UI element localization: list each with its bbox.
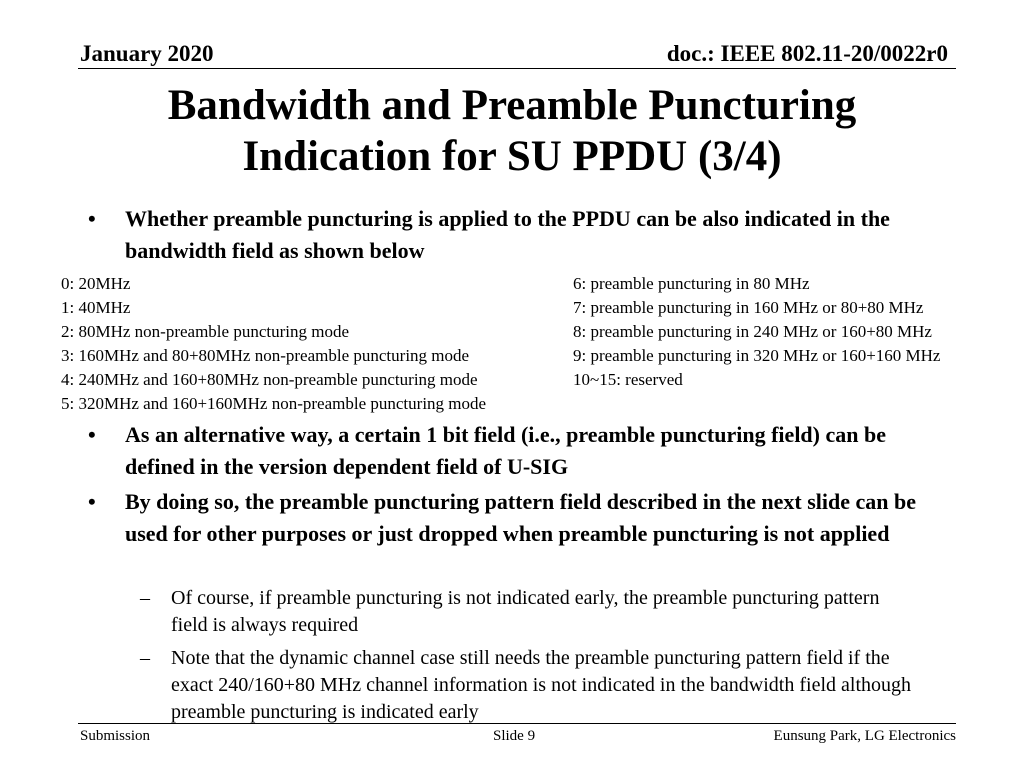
sub-bullet-marker: – xyxy=(140,647,150,669)
bandwidth-value: 7: preamble puncturing in 160 MHz or 80+80 MHz xyxy=(573,298,924,317)
header-date: January 2020 xyxy=(80,41,214,66)
bandwidth-value: 1: 40MHz xyxy=(61,298,131,317)
bandwidth-values-left-column xyxy=(61,272,486,416)
bandwidth-value: 9: preamble puncturing in 320 MHz or 160+160 MHz xyxy=(573,346,941,365)
sub-bullet-text: Note that the dynamic channel case still needs the preamble puncturing pattern field if the exact 240/160+80 MHz channel information is not indicated in the bandwidth field although preamble puncturing is indicated early xyxy=(171,647,911,723)
sub-bullet-text: Of course, if preamble puncturing is not indicated early, the preamble puncturing pattern field is always required xyxy=(171,587,880,636)
footer-author: Eunsung Park, LG Electronics xyxy=(773,728,956,744)
footer-submission: Submission xyxy=(80,728,151,744)
slide-title-line-2: Indication for SU PPDU (3/4) xyxy=(242,133,782,180)
bandwidth-value: 8: preamble puncturing in 240 MHz or 160+80 MHz xyxy=(573,322,932,341)
bullet-marker: • xyxy=(88,206,96,231)
bandwidth-value: 6: preamble puncturing in 80 MHz xyxy=(573,274,810,293)
slide-title-line-1: Bandwidth and Preamble Puncturing xyxy=(167,82,857,129)
slide-title xyxy=(60,80,964,182)
bandwidth-value: 10~15: reserved xyxy=(573,370,683,389)
header-divider xyxy=(78,68,956,69)
bandwidth-value: 2: 80MHz non-preamble puncturing mode xyxy=(61,322,349,341)
sub-bullet-dynamic-channel xyxy=(140,645,920,726)
sub-bullet-marker: – xyxy=(140,587,150,609)
bullet-by-doing-so xyxy=(84,486,944,550)
footer-slide-number: Slide 9 xyxy=(493,728,536,744)
bullet-bandwidth-indication xyxy=(84,203,944,267)
bullet-alternative-way xyxy=(84,419,944,483)
bullet-text: By doing so, the preamble puncturing pattern field described in the next slide can be used for other purposes or just dropped when preamble puncturing is not applied xyxy=(125,489,917,546)
header-doc-id: doc.: IEEE 802.11-20/0022r0 xyxy=(666,41,948,66)
bullet-marker: • xyxy=(88,489,96,514)
bandwidth-value: 3: 160MHz and 80+80MHz non-preamble puncturing mode xyxy=(61,346,470,365)
bandwidth-value: 5: 320MHz and 160+160MHz non-preamble puncturing mode xyxy=(61,394,487,413)
sub-bullet-pattern-required xyxy=(140,585,920,639)
bandwidth-value: 4: 240MHz and 160+80MHz non-preamble puncturing mode xyxy=(61,370,478,389)
bandwidth-value: 0: 20MHz xyxy=(61,274,131,293)
bullet-marker: • xyxy=(88,422,96,447)
bandwidth-values-right-column xyxy=(573,272,940,392)
footer-divider xyxy=(78,723,956,724)
bullet-text: Whether preamble puncturing is applied to the PPDU can be also indicated in the bandwidth field as shown below xyxy=(125,206,890,263)
bullet-text: As an alternative way, a certain 1 bit field (i.e., preamble puncturing field) can be defined in the version dependent field of U-SIG xyxy=(125,422,886,479)
